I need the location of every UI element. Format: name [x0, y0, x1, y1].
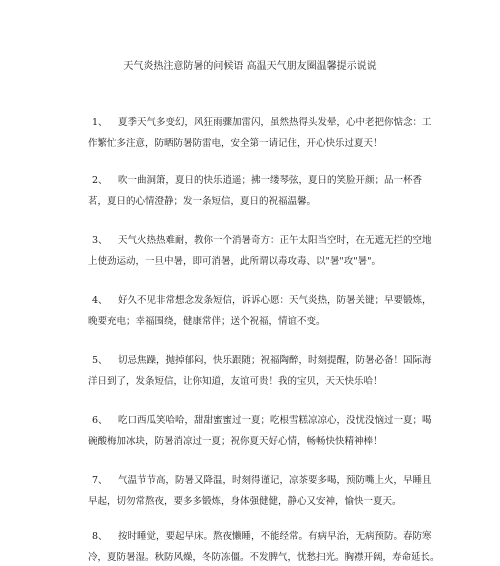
paragraph-2	[88, 170, 440, 212]
paragraph-4	[88, 290, 440, 332]
paragraph-text: 吃口西瓜笑哈哈，甜甜蜜蜜过一夏；吃根雪糕凉凉心，没忧没恼过一夏；喝碗酸梅加冰块，防暑消凉过一夏；祝你夏天好心情，畅畅快快精神棒！	[88, 415, 432, 447]
paragraph-number: 2、	[92, 175, 108, 186]
paragraph-text: 夏季天气多变幻，风狂雨骤加雷闪，虽然热得头发晕，心中老把你惦念：工作繁忙多注意，防晒防暑防雷电，安全第一请记住，开心快乐过夏天！	[88, 117, 432, 149]
paragraph-number: 8、	[92, 531, 108, 542]
paragraph-1	[88, 112, 440, 154]
paragraph-text: 天气火热热难耐，教你一个消暑奇方：正午太阳当空时，在无遮无拦的空地上使劲运动，一旦中暑，即可消暑，此所谓以毒攻毒、以"暑"攻"暑"。	[88, 235, 432, 267]
document-title: 天气炎热注意防暑的问候语 高温天气朋友圈温馨提示说说	[123, 61, 377, 72]
paragraph-number: 5、	[92, 355, 108, 366]
paragraph-text: 切忌焦躁，抛掉郁闷，快乐跟随；祝福陶醉，时刻提醒，防暑必备！国际海洋日到了，发条短信，让你知道，友谊可贵！我的宝贝，天天快乐哈！	[88, 355, 432, 387]
paragraph-text: 气温节节高，防暑又降温，时刻得谨记，凉茶要多喝，预防嘴上火，早睡且早起，切勿常熬夜，要多多锻炼，身体强健健，静心又安神，愉快一夏天。	[88, 475, 432, 507]
paragraph-text: 按时睡觉，要起早床。熬夜懒睡，不能经常。有病早治，无病预防。春防寒冷，夏防暑湿。秋防风燥，冬防冻僵。不发脾气，忧愁扫光。胸襟开阔，寿命延长。	[88, 531, 440, 563]
paragraph-5	[88, 350, 440, 392]
paragraph-text: 好久不见非常想念发条短信，诉诉心愿：天气炎热，防暑关键；早要锻炼，晚要充电；幸福围绕，健康常伴；送个祝福，情谊不变。	[88, 295, 432, 327]
paragraph-number: 7、	[92, 475, 108, 486]
paragraph-number: 4、	[92, 295, 108, 306]
paragraph-text: 吹一曲洞箫，夏日的快乐逍遥；拂一缕琴弦，夏日的笑脸开颜；品一杯香茗，夏日的心情澄静；发一条短信，夏日的祝福温馨。	[88, 175, 423, 207]
paragraph-3	[88, 230, 440, 272]
paragraph-7	[88, 470, 440, 512]
paragraph-6	[88, 410, 440, 452]
paragraph-number: 1、	[92, 117, 108, 128]
paragraph-8	[88, 526, 440, 566]
paragraph-number: 6、	[92, 415, 108, 426]
paragraph-number: 3、	[92, 235, 108, 246]
